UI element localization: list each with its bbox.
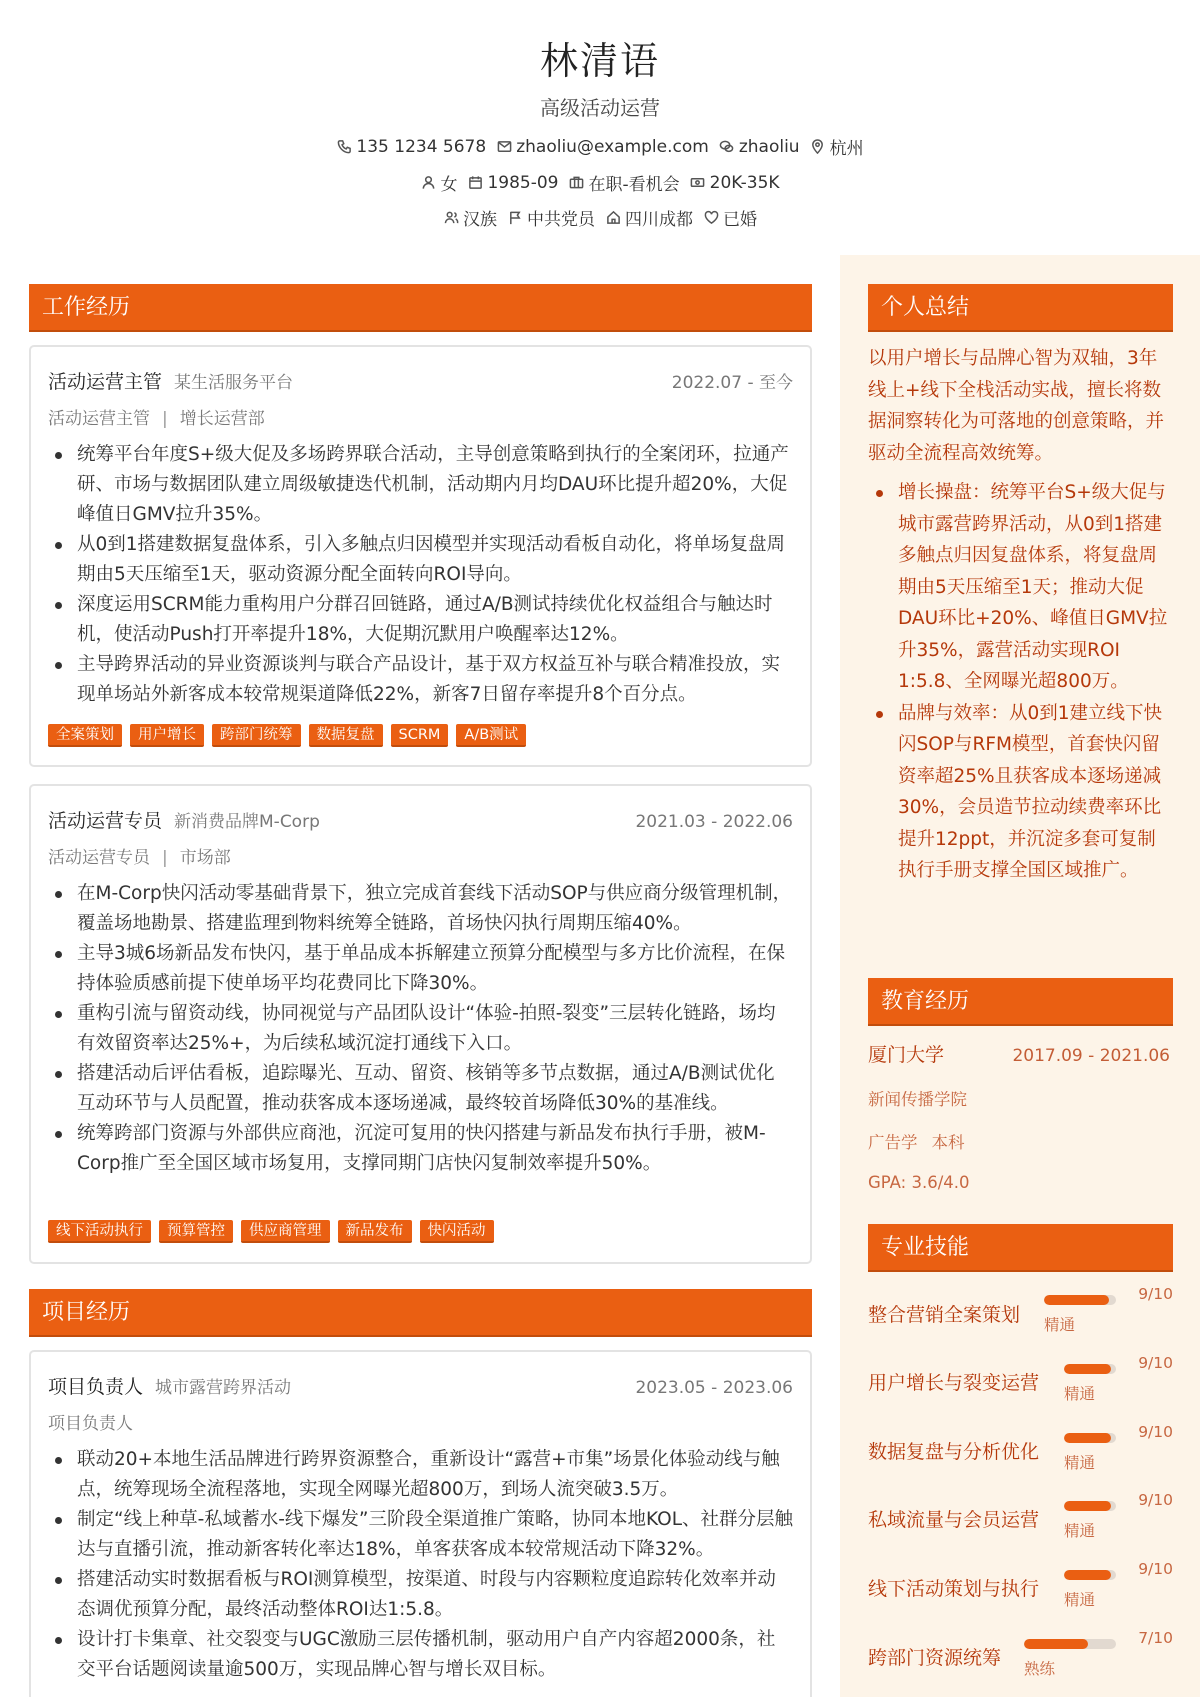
education-major: 广告学 (868, 1133, 918, 1152)
heart-icon (703, 210, 719, 226)
work-bullet-list (48, 879, 793, 1179)
project-role: 项目负责人 (48, 1376, 144, 1398)
skill-tag: A/B测试 (456, 724, 526, 747)
job-title: 高级活动运营 (540, 96, 660, 120)
work-card-header (48, 367, 793, 394)
skill-name: 整合营销全案策划 (868, 1304, 1021, 1326)
mail-icon (496, 139, 512, 155)
politics-item (507, 205, 595, 230)
education-date: 2017.09 - 2021.06 (1012, 1046, 1170, 1066)
work-role: 活动运营主管 (48, 371, 163, 393)
section-heading-education: 教育经历 (868, 978, 1173, 1026)
education-major-degree (868, 1129, 965, 1153)
hometown-text: 四川成都 (625, 210, 693, 230)
marital-item (703, 205, 757, 230)
skill-item (868, 1283, 1173, 1343)
birth-text: 1985-09 (487, 172, 559, 193)
skill-bar (1064, 1364, 1116, 1374)
project-bullet: 搭建活动实时数据看板与ROI测算模型，按渠道、时段与内容颗粒度追踪转化效率并动态调优预算分配，最终活动整体ROI达1:5.8。 (48, 1565, 793, 1625)
candidate-name: 林清语 (539, 39, 660, 83)
education-row (868, 1040, 1170, 1067)
work-bullet: 主导跨界活动的异业资源谈判与联合产品设计，基于双方权益互补与联合精准投放，实现单场站外新客成本较常规渠道降低22%，新客7日留存率提升8个百分点。 (48, 650, 793, 710)
status-text: 在职-看机会 (588, 175, 680, 195)
skill-item (868, 1489, 1173, 1549)
skill-score: 9/10 (1138, 1491, 1173, 1509)
gender-item (420, 170, 457, 195)
work-company: 新消费品牌M-Corp (174, 812, 320, 832)
summary-bullet: 增长操盘：统筹平台S+级大促与城市露营跨界活动，从0到1搭建多触点归因复盘体系，将复盘周期由5天压缩至1天；推动大促DAU环比+20%、峰值日GMV拉升35%，露营活动实现ROI 1:5.8、全网曝光超800万。 (868, 477, 1173, 698)
skill-bar-fill (1024, 1639, 1088, 1649)
skill-item (868, 1352, 1173, 1412)
skill-score: 7/10 (1138, 1629, 1173, 1647)
city-text: 杭州 (829, 139, 864, 159)
section-heading-project: 项目经历 (29, 1289, 812, 1337)
work-bullet-list (48, 440, 793, 710)
project-date: 2023.05 - 2023.06 (635, 1378, 793, 1398)
skill-bar-fill (1044, 1295, 1109, 1305)
work-tag-list (48, 1220, 494, 1243)
work-subtitle: 活动运营主管 | 增长运营部 (48, 409, 265, 429)
calendar-icon (467, 175, 483, 191)
work-bullet: 重构引流与留资动线，协同视觉与产品团队设计“体验-拍照-裂变”三层转化链路，场均有效留资率达25%+，为后续私域沉淀打通线下入口。 (48, 999, 793, 1059)
resume-header (0, 0, 1200, 250)
skill-bar (1024, 1639, 1116, 1649)
briefcase-icon (568, 175, 584, 191)
work-bullet: 统筹跨部门资源与外部供应商池，沉淀可复用的快闪搭建与新品发布执行手册，被M-Corp推广至全国区域市场复用，支撑同期门店快闪复制效率提升50%。 (48, 1119, 793, 1179)
summary-bullet-list (868, 477, 1173, 887)
skill-score: 9/10 (1138, 1560, 1173, 1578)
skill-item (868, 1421, 1173, 1481)
gender-text: 女 (440, 175, 458, 195)
politics-text: 中共党员 (527, 210, 595, 230)
work-role: 活动运营专员 (48, 810, 163, 832)
summary-bullet: 品牌与效率：从0到1建立线下快闪SOP与RFM模型，首套快闪留资率超25%且获客成本逐场递减30%，会员造节拉动续费率环比提升12ppt，并沉淀多套可复制执行手册支撑全国区域推广。 (868, 698, 1173, 887)
home-icon (605, 210, 621, 226)
skill-name: 用户增长与裂变运营 (868, 1372, 1040, 1394)
skill-level: 精通 (1064, 1591, 1096, 1609)
skill-score: 9/10 (1138, 1285, 1173, 1303)
ethnicity-item (443, 205, 497, 230)
skill-name: 线下活动策划与执行 (868, 1578, 1040, 1600)
location-pin-icon (810, 139, 826, 155)
email-text: zhaoliu@example.com (516, 136, 709, 157)
work-date: 2022.07 - 至今 (671, 373, 793, 393)
skill-name: 私域流量与会员运营 (868, 1509, 1040, 1531)
status-item (568, 170, 679, 195)
skill-tag: 全案策划 (48, 724, 122, 747)
group-icon (443, 210, 459, 226)
skill-tag: 用户增长 (130, 724, 204, 747)
phone-text: 135 1234 5678 (356, 136, 487, 157)
hometown-item (605, 205, 693, 230)
skill-tag: 线下活动执行 (48, 1220, 151, 1243)
work-position: 活动运营专员 (48, 848, 150, 868)
project-subtitle (48, 1409, 133, 1434)
section-heading-work: 工作经历 (29, 284, 812, 332)
work-tag-list (48, 724, 526, 747)
skill-bar (1064, 1433, 1116, 1443)
work-card (29, 784, 812, 1264)
flag-icon (507, 210, 523, 226)
skill-bar (1064, 1570, 1116, 1580)
project-position: 项目负责人 (48, 1414, 133, 1434)
work-bullet: 在M-Corp快闪活动零基础背景下，独立完成首套线下活动SOP与供应商分级管理机制，覆盖场地勘景、搭建监理到物料统筹全链路，首场快闪执行周期压缩40%。 (48, 879, 793, 939)
skill-bar-fill (1064, 1501, 1111, 1511)
education-degree: 本科 (931, 1133, 965, 1152)
skill-level: 精通 (1064, 1385, 1096, 1403)
skill-level: 精通 (1064, 1454, 1096, 1472)
email-item (496, 137, 709, 157)
skill-score: 9/10 (1138, 1423, 1173, 1441)
education-gpa: GPA: 3.6/4.0 (868, 1173, 970, 1192)
work-card (29, 345, 812, 767)
contact-row (0, 134, 1200, 159)
skill-item (868, 1558, 1173, 1618)
skill-tag: 快闪活动 (420, 1220, 494, 1243)
skill-bar (1064, 1501, 1116, 1511)
skill-bar-fill (1064, 1570, 1111, 1580)
person-icon (420, 175, 436, 191)
project-card (29, 1350, 812, 1697)
project-name: 城市露营跨界活动 (155, 1378, 292, 1398)
project-card-header (48, 1372, 793, 1399)
project-bullet: 联动20+本地生活品牌进行跨界资源整合，重新设计“露营+市集”场景化体验动线与触点，统筹现场全流程落地，实现全网曝光超800万，到场人流突破3.5万。 (48, 1445, 793, 1505)
project-bullet-list (48, 1445, 793, 1685)
wechat-icon (719, 139, 735, 155)
work-bullet: 从0到1搭建数据复盘体系，引入多触点归因模型并实现活动看板自动化，将单场复盘周期由5天压缩至1天，驱动资源分配全面转向ROI导向。 (48, 530, 793, 590)
city-item (810, 134, 864, 159)
work-position: 活动运营主管 (48, 409, 150, 429)
phone-item (336, 137, 486, 157)
skill-bar-fill (1064, 1433, 1111, 1443)
project-bullet: 设计打卡集章、社交裂变与UGC激励三层传播机制，驱动用户自产内容超2000条，社交平台话题阅读量逾500万，实现品牌心智与增长双目标。 (48, 1625, 793, 1685)
wechat-text: zhaoliu (738, 136, 800, 157)
work-bullet: 深度运用SCRM能力重构用户分群召回链路，通过A/B测试持续优化权益组合与触达时机，使活动Push打开率提升18%，大促期沉默用户唤醒率达12%。 (48, 590, 793, 650)
skill-tag: 预算管控 (159, 1220, 233, 1243)
work-bullet: 主导3城6场新品发布快闪，基于单品成本拆解建立预算分配模型与多方比价流程，在保持体验质感前提下使单场平均花费同比下降30%。 (48, 939, 793, 999)
skill-bar-fill (1064, 1364, 1111, 1374)
skill-score: 9/10 (1138, 1354, 1173, 1372)
skill-level: 精通 (1064, 1522, 1096, 1540)
skill-tag: 新品发布 (338, 1220, 412, 1243)
skill-name: 跨部门资源统筹 (868, 1647, 1002, 1669)
skill-tag: 供应商管理 (241, 1220, 330, 1243)
phone-icon (336, 139, 352, 155)
skill-level: 熟练 (1024, 1660, 1056, 1678)
salary-text: 20K-35K (709, 172, 780, 193)
marital-text: 已婚 (723, 210, 757, 230)
wechat-item (719, 137, 800, 157)
ethnicity-text: 汉族 (463, 210, 497, 230)
skill-item (868, 1627, 1173, 1687)
personal-row (0, 170, 1200, 195)
work-card-header (48, 806, 793, 833)
section-heading-skills: 专业技能 (868, 1224, 1173, 1272)
money-icon (690, 175, 706, 191)
salary-item (690, 173, 780, 193)
work-dept: 增长运营部 (179, 409, 265, 429)
background-row (0, 205, 1200, 230)
skill-tag: 跨部门统筹 (212, 724, 301, 747)
project-bullet: 制定“线上种草-私域蓄水-线下爆发”三阶段全渠道推广策略，协同本地KOL、社群分层触达与直播引流，推动新客转化率达18%，单客获客成本较常规活动下降32%。 (48, 1505, 793, 1565)
education-college: 新闻传播学院 (868, 1090, 967, 1109)
work-subtitle: 活动运营专员 | 市场部 (48, 848, 231, 868)
birth-item (467, 173, 558, 193)
section-heading-summary: 个人总结 (868, 284, 1173, 332)
work-company: 某生活服务平台 (174, 373, 294, 393)
skill-level: 精通 (1044, 1316, 1076, 1334)
skill-tag: SCRM (391, 724, 449, 747)
work-dept: 市场部 (179, 848, 231, 868)
work-bullet: 搭建活动后评估看板，追踪曝光、互动、留资、核销等多节点数据，通过A/B测试优化互动环节与人员配置，推动获客成本逐场递减，最终较首场降低30%的基准线。 (48, 1059, 793, 1119)
work-date: 2021.03 - 2022.06 (635, 812, 793, 832)
skill-name: 数据复盘与分析优化 (868, 1441, 1040, 1463)
work-bullet: 统筹平台年度S+级大促及多场跨界联合活动，主导创意策略到执行的全案闭环，拉通产研、市场与数据团队建立周级敏捷迭代机制，活动期内月均DAU环比提升超20%，大促峰值日GMV拉升35%。 (48, 440, 793, 530)
skill-bar (1044, 1295, 1116, 1305)
skill-tag: 数据复盘 (309, 724, 383, 747)
summary-intro: 以用户增长与品牌心智为双轴，3年线上+线下全栈活动实战，擅长将数据洞察转化为可落地的创意策略，并驱动全流程高效统筹。 (868, 348, 1165, 464)
school-name: 厦门大学 (868, 1044, 945, 1066)
